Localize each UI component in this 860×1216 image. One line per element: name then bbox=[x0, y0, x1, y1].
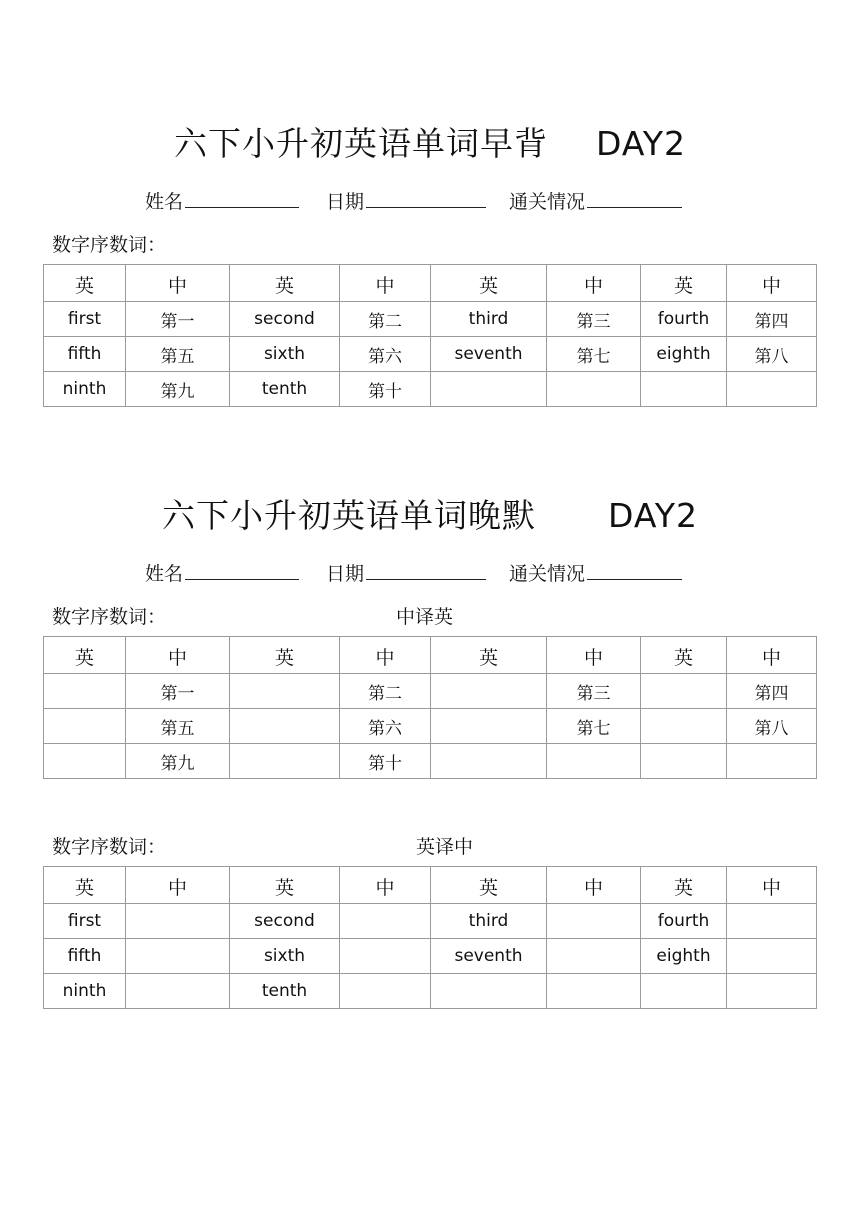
word-cell: 第八 bbox=[727, 337, 817, 372]
word-cell: 第五 bbox=[126, 709, 230, 744]
word-cell: fourth bbox=[641, 302, 727, 337]
answer-cell[interactable] bbox=[547, 904, 641, 939]
column-header: 中 bbox=[547, 867, 641, 904]
answer-cell[interactable] bbox=[727, 904, 817, 939]
column-header: 英 bbox=[641, 265, 727, 302]
answer-cell[interactable] bbox=[44, 674, 126, 709]
answer-cell[interactable] bbox=[340, 974, 431, 1009]
word-cell: 第十 bbox=[340, 744, 431, 779]
word-cell: tenth bbox=[230, 372, 340, 407]
word-cell: 第三 bbox=[547, 302, 641, 337]
sheet2-part1-header-row bbox=[44, 637, 817, 674]
word-cell: 第九 bbox=[126, 744, 230, 779]
status-blank[interactable] bbox=[587, 561, 682, 580]
word-cell: 第一 bbox=[126, 674, 230, 709]
status-label: 通关情况 bbox=[509, 563, 586, 585]
sheet1-header-row bbox=[44, 265, 817, 302]
column-header: 英 bbox=[431, 265, 547, 302]
date-label: 日期 bbox=[326, 563, 365, 585]
table-row bbox=[44, 904, 817, 939]
word-cell: 第二 bbox=[340, 302, 431, 337]
word-cell: 第四 bbox=[727, 302, 817, 337]
answer-cell[interactable] bbox=[431, 372, 547, 407]
word-cell: 第七 bbox=[547, 337, 641, 372]
name-label: 姓名 bbox=[145, 563, 184, 585]
answer-cell[interactable] bbox=[340, 939, 431, 974]
answer-cell[interactable] bbox=[126, 974, 230, 1009]
answer-cell[interactable] bbox=[44, 709, 126, 744]
word-cell: first bbox=[44, 904, 126, 939]
table-row bbox=[44, 372, 817, 407]
sheet2-part2-table bbox=[43, 866, 817, 1009]
sheet1-info-row bbox=[145, 187, 682, 214]
word-cell: seventh bbox=[431, 939, 547, 974]
answer-cell[interactable] bbox=[727, 939, 817, 974]
column-header: 中 bbox=[547, 637, 641, 674]
word-cell: eighth bbox=[641, 337, 727, 372]
column-header: 英 bbox=[431, 637, 547, 674]
column-header: 中 bbox=[727, 867, 817, 904]
date-label: 日期 bbox=[326, 191, 365, 213]
answer-cell[interactable] bbox=[230, 674, 340, 709]
word-cell: 第七 bbox=[547, 709, 641, 744]
table-row bbox=[44, 974, 817, 1009]
word-cell: ninth bbox=[44, 372, 126, 407]
answer-cell[interactable] bbox=[431, 709, 547, 744]
column-header: 英 bbox=[431, 867, 547, 904]
word-cell: sixth bbox=[230, 939, 340, 974]
sheet1-word-table bbox=[43, 264, 817, 407]
word-cell: third bbox=[431, 904, 547, 939]
answer-cell[interactable] bbox=[727, 744, 817, 779]
answer-cell[interactable] bbox=[547, 939, 641, 974]
column-header: 英 bbox=[230, 637, 340, 674]
word-cell: 第五 bbox=[126, 337, 230, 372]
sheet2-part2-label: 数字序数词： bbox=[52, 836, 167, 858]
answer-cell[interactable] bbox=[44, 744, 126, 779]
answer-cell[interactable] bbox=[431, 744, 547, 779]
sheet2-part1-label: 数字序数词： bbox=[52, 606, 167, 628]
column-header: 英 bbox=[44, 637, 126, 674]
word-cell: 第六 bbox=[340, 709, 431, 744]
answer-cell[interactable] bbox=[641, 974, 727, 1009]
table-row bbox=[44, 939, 817, 974]
table-row bbox=[44, 337, 817, 372]
sheet1-day: DAY2 bbox=[596, 124, 686, 163]
word-cell: 第八 bbox=[727, 709, 817, 744]
sheet2-part2-mode: 英译中 bbox=[416, 836, 474, 858]
column-header: 中 bbox=[126, 867, 230, 904]
date-blank[interactable] bbox=[366, 561, 486, 580]
sheet1-title bbox=[0, 118, 860, 165]
table-row bbox=[44, 674, 817, 709]
answer-cell[interactable] bbox=[641, 372, 727, 407]
answer-cell[interactable] bbox=[431, 974, 547, 1009]
answer-cell[interactable] bbox=[126, 904, 230, 939]
answer-cell[interactable] bbox=[727, 372, 817, 407]
word-cell: second bbox=[230, 904, 340, 939]
answer-cell[interactable] bbox=[641, 709, 727, 744]
answer-cell[interactable] bbox=[340, 904, 431, 939]
sheet2-part2-header-row bbox=[44, 867, 817, 904]
column-header: 英 bbox=[230, 265, 340, 302]
sheet1-title-text: 六下小升初英语单词早背 bbox=[174, 124, 548, 163]
sheet1-section-label: 数字序数词： bbox=[52, 234, 167, 256]
date-blank[interactable] bbox=[366, 189, 486, 208]
answer-cell[interactable] bbox=[727, 974, 817, 1009]
column-header: 英 bbox=[44, 867, 126, 904]
answer-cell[interactable] bbox=[126, 939, 230, 974]
column-header: 中 bbox=[727, 637, 817, 674]
word-cell: 第二 bbox=[340, 674, 431, 709]
word-cell: sixth bbox=[230, 337, 340, 372]
word-cell: seventh bbox=[431, 337, 547, 372]
word-cell: eighth bbox=[641, 939, 727, 974]
table-row bbox=[44, 709, 817, 744]
name-blank[interactable] bbox=[185, 189, 299, 208]
sheet2-part1-mode: 中译英 bbox=[396, 606, 454, 628]
column-header: 中 bbox=[340, 637, 431, 674]
answer-cell[interactable] bbox=[230, 709, 340, 744]
column-header: 中 bbox=[547, 265, 641, 302]
word-cell: fourth bbox=[641, 904, 727, 939]
answer-cell[interactable] bbox=[431, 674, 547, 709]
sheet2-title bbox=[0, 490, 860, 537]
column-header: 中 bbox=[126, 265, 230, 302]
sheet2-part1-table bbox=[43, 636, 817, 779]
column-header: 英 bbox=[230, 867, 340, 904]
sheet2-info-row bbox=[145, 559, 682, 586]
answer-cell[interactable] bbox=[641, 744, 727, 779]
word-cell: 第九 bbox=[126, 372, 230, 407]
answer-cell[interactable] bbox=[230, 744, 340, 779]
name-label: 姓名 bbox=[145, 191, 184, 213]
word-cell: 第六 bbox=[340, 337, 431, 372]
answer-cell[interactable] bbox=[547, 372, 641, 407]
table-row bbox=[44, 744, 817, 779]
column-header: 英 bbox=[44, 265, 126, 302]
word-cell: 第四 bbox=[727, 674, 817, 709]
column-header: 中 bbox=[126, 637, 230, 674]
word-cell: fifth bbox=[44, 337, 126, 372]
column-header: 中 bbox=[340, 265, 431, 302]
word-cell: fifth bbox=[44, 939, 126, 974]
answer-cell[interactable] bbox=[547, 744, 641, 779]
column-header: 中 bbox=[727, 265, 817, 302]
column-header: 中 bbox=[340, 867, 431, 904]
word-cell: first bbox=[44, 302, 126, 337]
status-label: 通关情况 bbox=[509, 191, 586, 213]
word-cell: third bbox=[431, 302, 547, 337]
word-cell: second bbox=[230, 302, 340, 337]
column-header: 英 bbox=[641, 867, 727, 904]
column-header: 英 bbox=[641, 637, 727, 674]
name-blank[interactable] bbox=[185, 561, 299, 580]
answer-cell[interactable] bbox=[547, 974, 641, 1009]
status-blank[interactable] bbox=[587, 189, 682, 208]
word-cell: 第十 bbox=[340, 372, 431, 407]
answer-cell[interactable] bbox=[641, 674, 727, 709]
word-cell: tenth bbox=[230, 974, 340, 1009]
word-cell: ninth bbox=[44, 974, 126, 1009]
table-row bbox=[44, 302, 817, 337]
word-cell: 第一 bbox=[126, 302, 230, 337]
word-cell: 第三 bbox=[547, 674, 641, 709]
sheet2-title-text: 六下小升初英语单词晚默 bbox=[162, 496, 536, 535]
sheet2-day: DAY2 bbox=[608, 496, 698, 535]
